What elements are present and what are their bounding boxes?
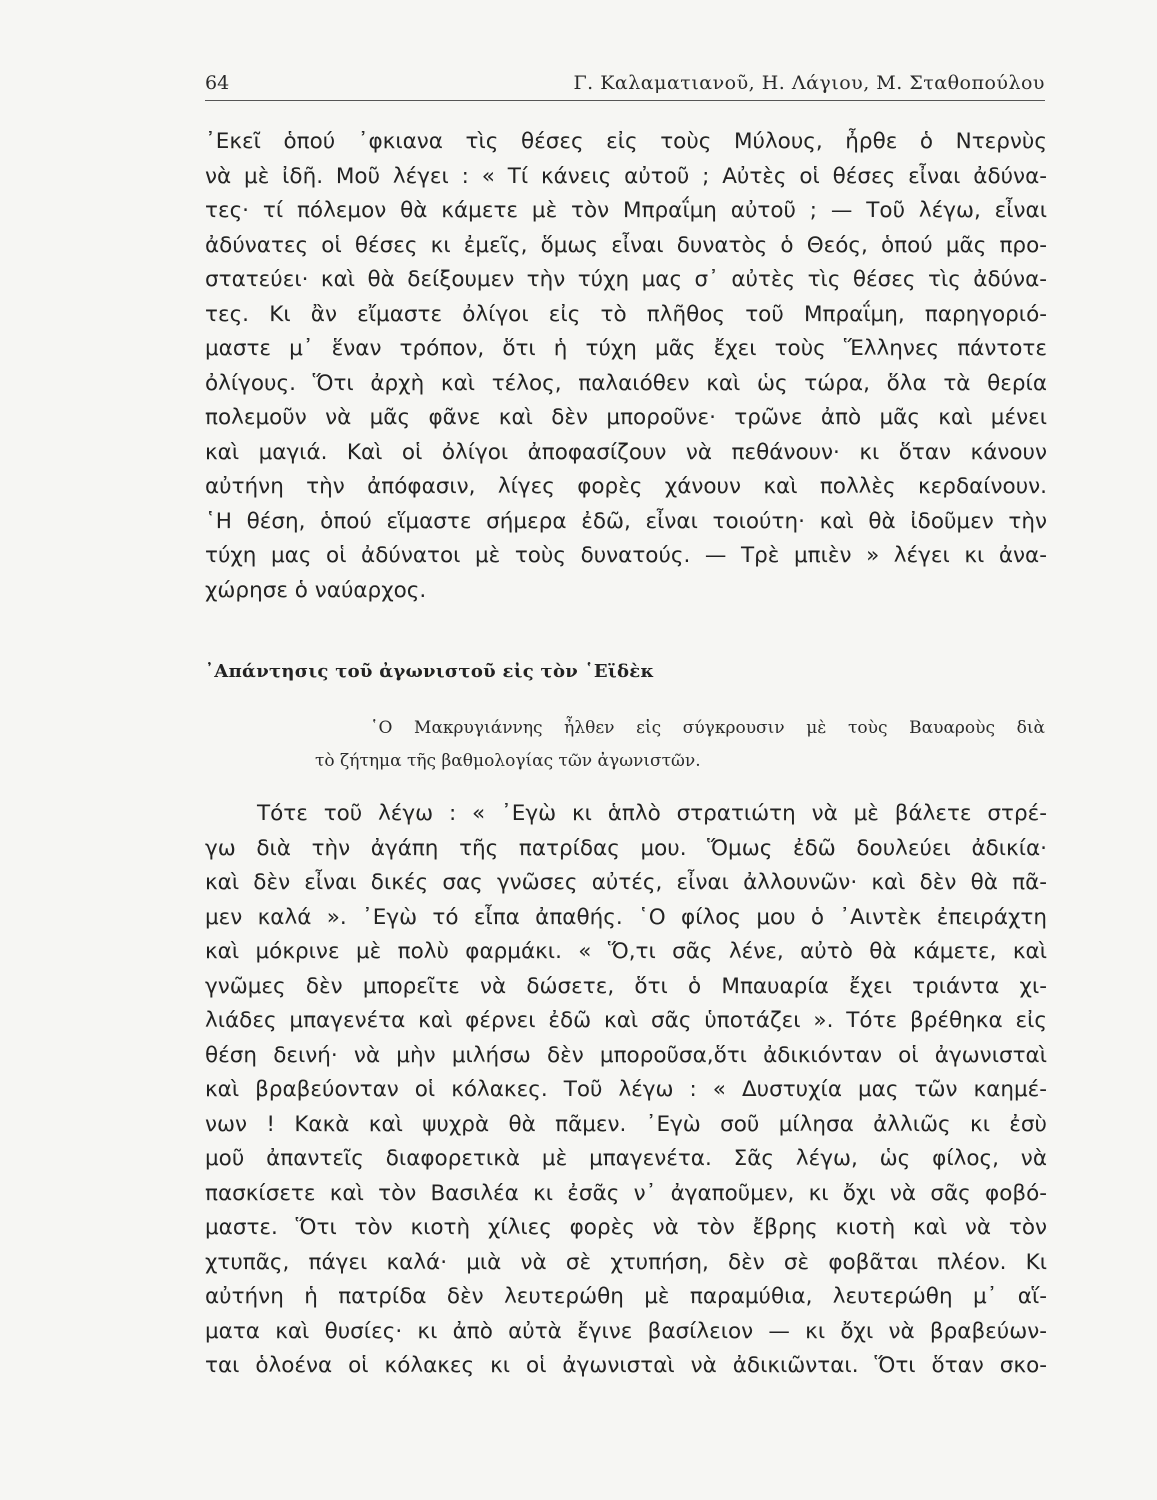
- text-line: ῾Η θέση, ὁπού εἵμαστε σήμερα ἐδῶ, εἶναι τοιούτη· καὶ θὰ ἰδοῦμεν τὴν: [205, 508, 1047, 534]
- text-line: καὶ βραβεύονταν οἱ κόλακες. Τοῦ λέγω : « Δυστυχία μας τῶν καημέ-: [205, 1077, 1047, 1102]
- text-line: ται ὁλοένα οἱ κόλακες κι οἱ ἀγωνισταὶ νὰ ἀδικιῶνται. Ὅτι ὅταν σκο-: [205, 1353, 1047, 1378]
- text-line: μαστε μ᾿ ἕναν τρόπον, ὅτι ἡ τύχη μᾶς ἔχει τοὺς Ἕλληνες πάντοτε: [205, 336, 1047, 361]
- text-line: μεν καλά ». ᾿Εγὼ τό εἶπα ἀπαθής. ῾Ο φίλος μου ὁ ᾿Αιντὲκ ἐπειράχτη: [205, 904, 1047, 930]
- text-line: ματα καὶ θυσίες· κι ἀπὸ αὐτὰ ἔγινε βασίλειον — κι ὄχι νὰ βραβεύων-: [205, 1318, 1047, 1344]
- text-line: ἀδύνατες οἱ θέσες κι ἐμεῖς, ὅμως εἶναι δυνατὸς ὁ Θεός, ὁπού μᾶς προ-: [205, 232, 1047, 258]
- text-line: θέση δεινή· νὰ μὴν μιλήσω δὲν μποροῦσα,ὅτι ἀδικιόνταν οἱ ἀγωνισταὶ: [205, 1042, 1047, 1068]
- text-line: καὶ μόκρινε μὲ πολὺ φαρμάκι. « Ὅ,τι σᾶς λένε, αὐτὸ θὰ κάμετε, καὶ: [205, 939, 1047, 964]
- text-line: πολεμοῦν νὰ μᾶς φᾶνε καὶ δὲν μποροῦνε· τρῶνε ἀπὸ μᾶς καὶ μένει: [205, 405, 1047, 430]
- text-line: χτυπᾶς, πάγει καλά· μιὰ νὰ σὲ χτυπήση, δὲν σὲ φοβᾶται πλέον. Κι: [205, 1249, 1047, 1275]
- text-line: χώρησε ὁ ναύαρχος.: [205, 577, 427, 603]
- text-line: μαστε. Ὅτι τὸν κιοτὴ χίλιες φορὲς νὰ τὸν ἔβρης κιοτὴ καὶ νὰ τὸν: [205, 1215, 1047, 1240]
- summary-line: τὸ ζήτημα τῆς βαθμολογίας τῶν ἀγωνιστῶν.: [315, 751, 701, 771]
- text-line: Τότε τοῦ λέγω : « ᾿Εγὼ κι ἁπλὸ στρατιώτη νὰ μὲ βάλετε στρέ-: [257, 801, 1047, 826]
- text-line: τες. Κι ἂν εἴμαστε ὀλίγοι εἰς τὸ πλῆθος τοῦ Μπραΐμη, παρηγοριό-: [205, 301, 1047, 327]
- text-line: καὶ μαγιά. Καὶ οἱ ὀλίγοι ἀποφασίζουν νὰ πεθάνουν· κι ὅταν κάνουν: [205, 439, 1047, 465]
- text-line: γω διὰ τὴν ἀγάπη τῆς πατρίδας μου. Ὅμως ἐδῶ δουλεύει ἀδικία·: [205, 835, 1047, 861]
- paragraph-2: [205, 797, 1047, 1384]
- text-line: καὶ δὲν εἶναι δικές σας γνῶσες αὐτές, εἶναι ἀλλουνῶν· καὶ δὲν θὰ πᾶ-: [205, 870, 1047, 895]
- text-line: ᾿Εκεῖ ὁπού ᾿φκιανα τὶς θέσες εἰς τοὺς Μύλους, ἦρθε ὁ Ντερνὺς: [205, 129, 1047, 154]
- text-line: πασκίσετε καὶ τὸν Βασιλέα κι ἐσᾶς ν᾿ ἀγαποῦμεν, κι ὄχι νὰ σᾶς φοβό-: [205, 1180, 1047, 1206]
- running-header: [205, 70, 1045, 101]
- summary-line: ῾Ο Μακρυγιάννης ἦλθεν εἰς σύγκρουσιν μὲ τοὺς Βαυαροὺς διὰ: [370, 718, 1045, 738]
- page-number: 64: [205, 72, 230, 94]
- text-line: στατεύει· καὶ θὰ δείξουμεν τὴν τύχη μας σ᾿ αὐτὲς τὶς θέσες τὶς ἀδύνα-: [205, 267, 1047, 292]
- text-line: τύχη μας οἱ ἀδύνατοι μὲ τοὺς δυνατούς. — Τρὲ μπιὲν » λέγει κι ἀνα-: [205, 543, 1047, 568]
- section-heading: ᾿Απάντησις τοῦ ἀγωνιστοῦ εἰς τὸν ῾Εϊδὲκ: [205, 661, 655, 682]
- text-line: νων ! Κακὰ καὶ ψυχρὰ θὰ πᾶμεν. ᾿Εγὼ σοῦ μίλησα ἀλλιῶς κι ἐσὺ: [205, 1111, 1047, 1137]
- section-summary: [315, 712, 1045, 778]
- text-line: λιάδες μπαγενέτα καὶ φέρνει ἐδῶ καὶ σᾶς ὑποτάζει ». Τότε βρέθηκα εἰς: [205, 1008, 1047, 1033]
- text-line: αὐτήνη ἡ πατρίδα δὲν λευτερώθη μὲ παραμύθια, λευτερώθη μ᾿ αἵ-: [205, 1284, 1047, 1309]
- paragraph-1: [205, 125, 1047, 608]
- text-line: αὐτήνη τὴν ἀπόφασιν, λίγες φορὲς χάνουν καὶ πολλὲς κερδαίνουν.: [205, 474, 1047, 499]
- text-line: μοῦ ἀπαντεῖς διαφορετικὰ μὲ μπαγενέτα. Σᾶς λέγω, ὡς φίλος, νὰ: [205, 1146, 1047, 1171]
- text-line: γνῶμες δὲν μπορεῖτε νὰ δώσετε, ὅτι ὁ Μπαυαρία ἔχει τριάντα χι-: [205, 973, 1047, 999]
- text-line: νὰ μὲ ἰδῆ. Μοῦ λέγει : « Τί κάνεις αὐτοῦ ; Αὐτὲς οἱ θέσες εἶναι ἀδύνα-: [205, 163, 1047, 189]
- text-line: τες· τί πόλεμον θὰ κάμετε μὲ τὸν Μπραΐμη αὐτοῦ ; — Τοῦ λέγω, εἶναι: [205, 198, 1047, 223]
- running-title: Γ. Καλαματιανοῦ, Η. Λάγιου, Μ. Σταθοπούλου: [573, 72, 1045, 94]
- text-line: ὀλίγους. Ὅτι ἀρχὴ καὶ τέλος, παλαιόθεν καὶ ὡς τώρα, ὅλα τὰ θερία: [205, 370, 1047, 396]
